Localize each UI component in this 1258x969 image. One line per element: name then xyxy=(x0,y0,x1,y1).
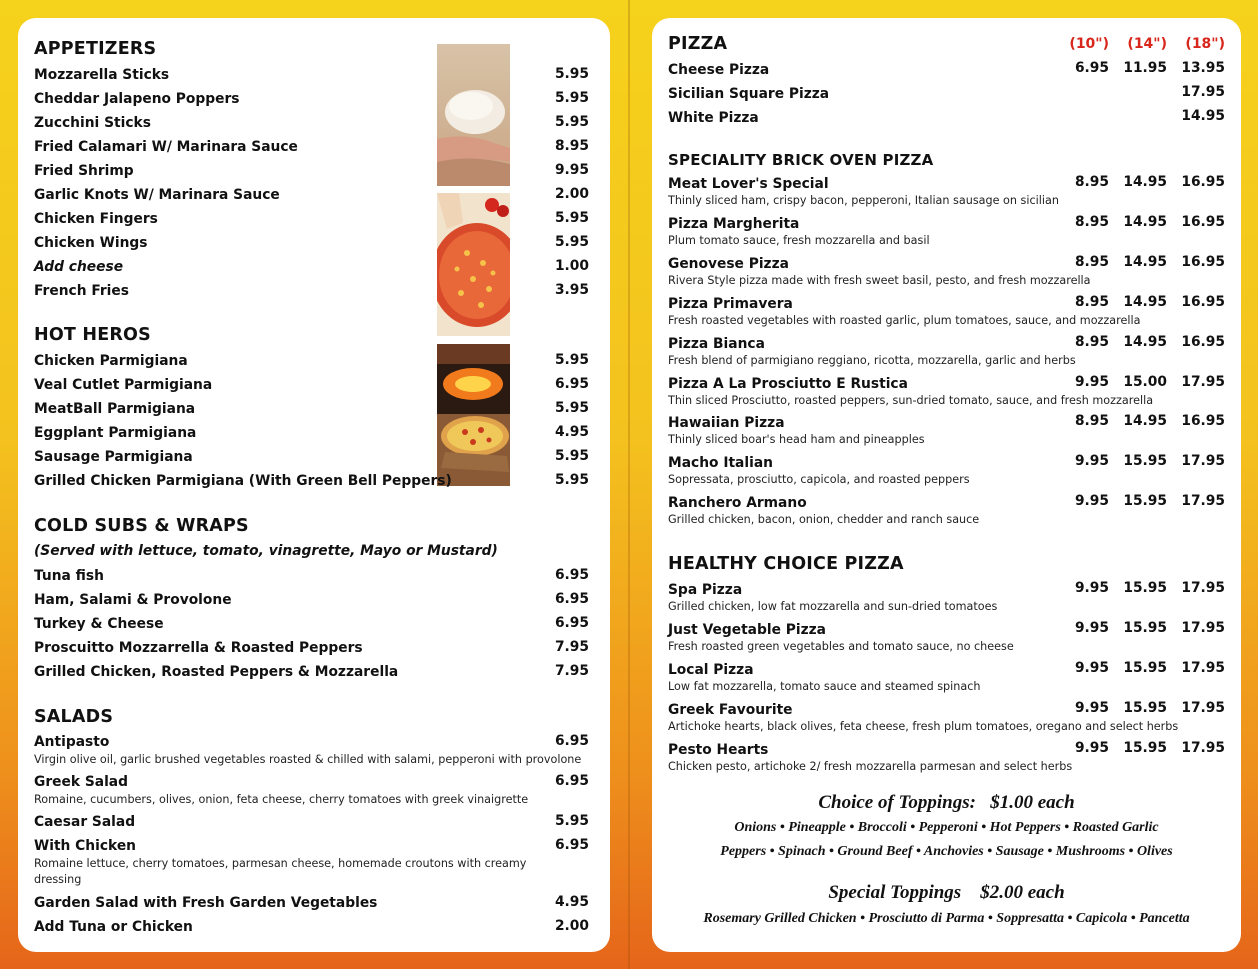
menu-item-price: 5.95 xyxy=(554,114,589,130)
pizza-name: Hawaiian Pizza xyxy=(668,415,785,432)
pizza-price-18: 14.95 xyxy=(1181,108,1225,124)
choice-toppings-line-1: Onions • Pineapple • Broccoli • Pepperoni • Hot Peppers • Roasted Garlic xyxy=(734,820,1159,835)
menu-item-name: Caesar Salad xyxy=(34,814,136,830)
menu-item-name: French Fries xyxy=(34,283,129,299)
pizza-price-10: 9.95 xyxy=(1074,739,1109,756)
pizza-price-18: 16.95 xyxy=(1181,253,1225,270)
menu-item-price: 1.00 xyxy=(554,258,589,274)
menu-item-price: 6.95 xyxy=(554,591,589,607)
pizza-description: Plum tomato sauce, fresh mozzarella and basil xyxy=(668,233,930,247)
pizza-name: Pizza Bianca xyxy=(668,335,765,352)
menu-item-price: 6.95 xyxy=(554,567,589,583)
menu-item-name: Greek Salad xyxy=(34,774,128,790)
pizza-price-10: 8.95 xyxy=(1074,333,1109,350)
menu-item-name: Fried Shrimp xyxy=(34,163,134,179)
menu-item-price: 6.95 xyxy=(554,733,589,749)
menu-item-name: Proscuitto Mozzarrella & Roasted Peppers xyxy=(34,640,363,656)
pizza-description: Low fat mozzarella, tomato sauce and steamed spinach xyxy=(668,679,981,693)
pizza-price-10: 9.95 xyxy=(1074,373,1109,390)
pizza-price-10: 9.95 xyxy=(1074,699,1109,716)
pizza-price-14: 14.95 xyxy=(1123,413,1167,430)
menu-item-name: Sausage Parmigiana xyxy=(34,449,193,465)
pizza-price-14: 14.95 xyxy=(1123,213,1167,230)
choice-toppings-price: $1.00 each xyxy=(990,792,1075,813)
menu-item-price: 5.95 xyxy=(554,352,589,368)
pizza-price-14: 14.95 xyxy=(1123,333,1167,350)
pizza-price-10: 9.95 xyxy=(1074,580,1109,596)
pizza-price-18: 17.95 xyxy=(1181,659,1225,676)
menu-item-price: 2.00 xyxy=(554,186,589,202)
menu-item-name: Tuna fish xyxy=(34,568,104,584)
pizza-description: Sopressata, prosciutto, capicola, and roasted peppers xyxy=(668,473,970,487)
menu-item-name: Grilled Chicken, Roasted Peppers & Mozzarella xyxy=(34,664,399,680)
pizza-price-10: 9.95 xyxy=(1074,619,1109,636)
choice-toppings-title: Choice of Toppings: xyxy=(818,792,976,813)
menu-item-price: 8.95 xyxy=(554,138,589,154)
pizza-name: Local Pizza xyxy=(668,661,754,678)
pizza-price-14: 15.00 xyxy=(1123,373,1167,390)
pizza-cheese-photo xyxy=(437,193,510,336)
menu-item-price: 5.95 xyxy=(554,400,589,416)
right-menu-panel xyxy=(652,18,1241,952)
choice-toppings-line-2: Peppers • Spinach • Ground Beef • Anchovies • Sausage • Mushrooms • Olives xyxy=(720,844,1173,859)
pizza-description: Thinly sliced boar's head ham and pineapples xyxy=(668,433,925,447)
pizza-description: Fresh roasted vegetables with roasted garlic, plum tomatoes, sauce, and mozzarella xyxy=(668,313,1141,327)
menu-item-name: Fried Calamari W/ Marinara Sauce xyxy=(34,139,298,155)
pizza-name: Pizza Margherita xyxy=(668,215,800,232)
menu-item-name: With Chicken xyxy=(34,838,137,854)
left-menu-panel xyxy=(18,18,610,952)
menu-item-name: Add Tuna or Chicken xyxy=(34,919,193,935)
pizza-name: Just Vegetable Pizza xyxy=(668,621,826,638)
pizza-price-14: 11.95 xyxy=(1123,60,1167,76)
pizza-price-18: 17.95 xyxy=(1181,453,1225,470)
pizza-price-14: 14.95 xyxy=(1123,174,1167,190)
pizza-description: Artichoke hearts, black olives, feta cheese, fresh plum tomatoes, oregano and select herbs xyxy=(668,719,1179,733)
menu-item-price: 2.00 xyxy=(554,918,589,934)
salads-title: SALADS xyxy=(34,707,114,727)
menu-item-name: Chicken Parmigiana xyxy=(34,353,188,369)
appetizers-title: APPETIZERS xyxy=(34,39,157,59)
pizza-price-18: 16.95 xyxy=(1181,174,1225,190)
menu-item-name: Turkey & Cheese xyxy=(34,616,164,632)
pizza-price-14: 15.95 xyxy=(1123,453,1167,470)
menu-item-price: 6.95 xyxy=(554,773,589,789)
menu-item-price: 7.95 xyxy=(554,663,589,679)
pizza-description: Thinly sliced ham, crispy bacon, pepperoni, Italian sausage on sicilian xyxy=(668,194,1059,207)
menu-item-name: Garden Salad with Fresh Garden Vegetables xyxy=(34,895,378,911)
pizza-price-10: 8.95 xyxy=(1074,253,1109,270)
pizza-description: Grilled chicken, bacon, onion, chedder and ranch sauce xyxy=(668,513,980,527)
pizza-price-10: 8.95 xyxy=(1074,174,1109,190)
menu-item-price: 3.95 xyxy=(554,282,589,298)
special-toppings-heading xyxy=(652,882,1241,904)
pizza-price-18: 17.95 xyxy=(1181,493,1225,510)
menu-item-description: Romaine lettuce, cherry tomatoes, parmesan cheese, homemade croutons with creamy xyxy=(34,857,527,870)
pizza-name: White Pizza xyxy=(668,110,759,126)
menu-item-price: 5.95 xyxy=(554,813,589,829)
pizza-name: Cheese Pizza xyxy=(668,62,770,78)
pizza-name: Pesto Hearts xyxy=(668,741,769,758)
pizza-price-14: 15.95 xyxy=(1123,493,1167,510)
pizza-price-14: 15.95 xyxy=(1123,739,1167,756)
menu-item-name: Ham, Salami & Provolone xyxy=(34,592,232,608)
pizza-name: Genovese Pizza xyxy=(668,255,789,272)
menu-item-price: 6.95 xyxy=(554,837,589,853)
pizza-name: Pizza A La Prosciutto E Rustica xyxy=(668,375,908,392)
cold-subs-note: (Served with lettuce, tomato, vinagrette, Mayo or Mustard) xyxy=(34,543,498,559)
pizza-description: Fresh blend of parmigiano reggiano, ricotta, mozzarella, garlic and herbs xyxy=(668,353,1076,367)
pizza-price-10: 8.95 xyxy=(1074,413,1109,430)
menu-item-name: Chicken Wings xyxy=(34,235,148,251)
pizza-name: Meat Lover's Special xyxy=(668,176,829,192)
pizza-description: Chicken pesto, artichoke 2/ fresh mozzarella parmesan and select herbs xyxy=(668,759,1073,773)
pizza-name: Sicilian Square Pizza xyxy=(668,86,830,102)
pizza-description: Thin sliced Prosciutto, roasted peppers, sun-dried tomato, sauce, and fresh mozzarella xyxy=(668,393,1154,407)
pizza-price-14: 15.95 xyxy=(1123,699,1167,716)
pizza-price-14: 15.95 xyxy=(1123,619,1167,636)
menu-item-price: 6.95 xyxy=(554,376,589,392)
menu-item-price: 5.95 xyxy=(554,210,589,226)
menu-item-price: 7.95 xyxy=(554,639,589,655)
pizza-price-10: 9.95 xyxy=(1074,659,1109,676)
menu-item-name: Chicken Fingers xyxy=(34,211,158,227)
pizza-price-18: 16.95 xyxy=(1181,213,1225,230)
pizza-name: Macho Italian xyxy=(668,455,773,472)
pizza-price-18: 17.95 xyxy=(1181,373,1225,390)
pizza-price-10: 8.95 xyxy=(1074,213,1109,230)
pizza-name: Spa Pizza xyxy=(668,582,743,598)
menu-item-name: Add cheese xyxy=(34,259,124,275)
brick-oven-photo xyxy=(437,344,510,486)
size-14-header: (14") xyxy=(1127,36,1167,52)
pizza-price-14: 14.95 xyxy=(1123,253,1167,270)
pizza-price-18: 17.95 xyxy=(1181,739,1225,756)
special-toppings-line: Rosemary Grilled Chicken • Prosciutto di Parma • Soppresatta • Capicola • Pancetta xyxy=(703,911,1190,926)
pizza-price-18: 17.95 xyxy=(1181,619,1225,636)
menu-item-name: Zucchini Sticks xyxy=(34,115,151,131)
pizza-name: Greek Favourite xyxy=(668,701,793,718)
menu-item-name: Grilled Chicken Parmigiana (With Green Bell Peppers) xyxy=(34,473,452,489)
pizza-price-18: 16.95 xyxy=(1181,333,1225,350)
page-fold xyxy=(628,0,630,969)
pizza-price-18: 16.95 xyxy=(1181,413,1225,430)
pizza-price-10: 9.95 xyxy=(1074,453,1109,470)
pizza-name: Pizza Primavera xyxy=(668,295,793,312)
special-toppings-price: $2.00 each xyxy=(980,882,1065,903)
menu-item-description: Romaine, cucumbers, olives, onion, feta cheese, cherry tomatoes with greek vinaigrette xyxy=(34,793,529,806)
menu-item-price: 6.95 xyxy=(554,615,589,631)
pizza-price-18: 17.95 xyxy=(1181,699,1225,716)
menu-item-price: 5.95 xyxy=(554,472,589,488)
dough-photo xyxy=(437,44,510,186)
menu-item-name: Garlic Knots W/ Marinara Sauce xyxy=(34,187,280,203)
special-toppings-title: Special Toppings xyxy=(828,882,962,903)
menu-item-price: 4.95 xyxy=(554,894,589,910)
menu-item-name: Antipasto xyxy=(34,734,110,750)
speciality-title: SPECIALITY BRICK OVEN PIZZA xyxy=(668,151,934,169)
choice-toppings-heading xyxy=(652,792,1241,814)
hot-heros-title: HOT HEROS xyxy=(34,325,151,345)
pizza-name: Ranchero Armano xyxy=(668,495,807,512)
pizza-price-18: 17.95 xyxy=(1181,580,1225,596)
pizza-price-18: 17.95 xyxy=(1181,84,1225,100)
menu-item-description: Virgin olive oil, garlic brushed vegetables roasted & chilled with salami, pepperoni with provolone xyxy=(34,753,582,766)
menu-item-price: 5.95 xyxy=(554,66,589,82)
healthy-title: HEALTHY CHOICE PIZZA xyxy=(668,554,904,574)
pizza-description: Rivera Style pizza made with fresh sweet basil, pesto, and fresh mozzarella xyxy=(668,273,1091,287)
menu-item-name: Cheddar Jalapeno Poppers xyxy=(34,91,240,107)
size-10-header: (10") xyxy=(1069,36,1109,52)
pizza-title: PIZZA xyxy=(668,34,728,54)
pizza-price-14: 14.95 xyxy=(1123,293,1167,310)
menu-item-price: 5.95 xyxy=(554,448,589,464)
pizza-price-10: 9.95 xyxy=(1074,493,1109,510)
pizza-description: Fresh roasted green vegetables and tomato sauce, no cheese xyxy=(668,639,1014,653)
pizza-price-18: 16.95 xyxy=(1181,293,1225,310)
menu-item-name: Veal Cutlet Parmigiana xyxy=(34,377,213,393)
pizza-price-14: 15.95 xyxy=(1123,580,1167,596)
pizza-description: Grilled chicken, low fat mozzarella and sun-dried tomatoes xyxy=(668,600,998,613)
menu-item-price: 9.95 xyxy=(554,162,589,178)
pizza-price-10: 6.95 xyxy=(1074,60,1109,76)
size-18-header: (18") xyxy=(1185,36,1225,52)
menu-item-name: Mozzarella Sticks xyxy=(34,67,170,83)
cold-subs-title: COLD SUBS & WRAPS xyxy=(34,516,249,536)
menu-item-price: 5.95 xyxy=(554,90,589,106)
menu-item-name: Eggplant Parmigiana xyxy=(34,425,197,441)
pizza-price-14: 15.95 xyxy=(1123,659,1167,676)
menu-item-price: 5.95 xyxy=(554,234,589,250)
menu-item-price: 4.95 xyxy=(554,424,589,440)
menu-item-name: MeatBall Parmigiana xyxy=(34,401,196,417)
menu-item-description: dressing xyxy=(34,873,82,886)
pizza-price-10: 8.95 xyxy=(1074,293,1109,310)
pizza-price-18: 13.95 xyxy=(1181,60,1225,76)
